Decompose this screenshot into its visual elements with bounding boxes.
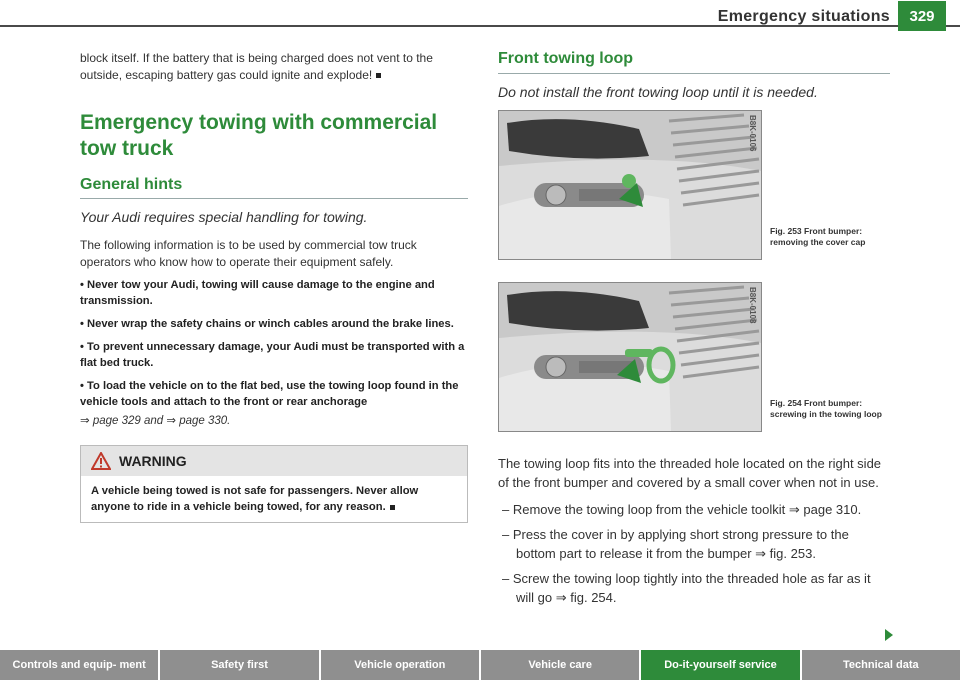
intro-text-right: Do not install the front towing loop until it is needed.	[498, 84, 818, 100]
carryover-paragraph: block itself. If the battery that is being charged does not vent to the outside, escaping battery gas could ignite and explode!	[80, 51, 433, 82]
figure-caption: Fig. 253 Front bumper: removing the cover cap	[770, 226, 866, 247]
bumper-cover-cap-image	[498, 110, 762, 260]
figure-253	[498, 110, 890, 270]
bullet-item: • Never wrap the safety chains or winch cables around the brake lines.	[80, 318, 454, 330]
tab-do-it-yourself-service[interactable]: Do-it-yourself service	[641, 650, 799, 680]
info-paragraph: The following information is to be used by commercial tow truck operators who know how to operate their equipment safely.	[80, 238, 417, 269]
end-block-icon	[376, 73, 381, 78]
figure-code: B8K-0106	[748, 115, 757, 152]
continue-arrow-icon	[885, 629, 893, 641]
step-item: – Screw the towing loop tightly into the threaded hole as far as it will go ⇒ fig. 254.	[502, 571, 871, 605]
figure-caption: Fig. 254 Front bumper: screwing in the towing loop	[770, 398, 882, 419]
bullet-item: • To load the vehicle on to the flat bed, use the towing loop found in the vehicle tools and attach to the front or rear anchorage	[80, 380, 459, 408]
right-column	[498, 50, 890, 613]
warning-title: WARNING	[119, 453, 187, 469]
tab-technical-data[interactable]: Technical data	[802, 650, 960, 680]
page-number: 329	[898, 1, 946, 31]
page-reference[interactable]: ⇒ page 329 and ⇒ page 330.	[80, 415, 231, 427]
subheading-front-towing-loop: Front towing loop	[498, 50, 890, 74]
intro-text: Your Audi requires special handling for towing.	[80, 209, 368, 225]
bullet-item: • To prevent unnecessary damage, your Audi must be transported with a flat bed truck.	[80, 341, 465, 369]
figure-254	[498, 282, 890, 442]
bullet-item: • Never tow your Audi, towing will cause damage to the engine and transmission.	[80, 279, 435, 307]
warning-box	[80, 445, 468, 523]
towing-loop-description: The towing loop fits into the threaded hole located on the right side of the front bumper and covered by a small cover when not in use.	[498, 456, 882, 490]
figure-code: B8K-0108	[748, 287, 757, 324]
step-item: – Press the cover in by applying short strong pressure to the bottom part to release it from the bumper ⇒ fig. 253.	[502, 527, 849, 561]
subheading-general-hints: General hints	[80, 176, 468, 199]
section-title: Emergency situations	[717, 8, 890, 25]
bumper-towing-loop-image	[498, 282, 762, 432]
warning-header	[81, 446, 467, 476]
section-tabs	[0, 650, 960, 680]
step-item: – Remove the towing loop from the vehicle toolkit ⇒ page 310.	[502, 502, 862, 517]
warning-triangle-icon	[91, 452, 111, 470]
tab-safety-first[interactable]: Safety first	[160, 650, 318, 680]
end-block-icon	[390, 505, 395, 510]
warning-text: A vehicle being towed is not safe for passengers. Never allow anyone to ride in a vehicle being towed, for any reason.	[91, 485, 419, 513]
main-heading: Emergency towing with commercial tow truck	[80, 111, 438, 160]
tab-controls-equipment[interactable]: Controls and equip- ment	[0, 650, 158, 680]
tab-vehicle-care[interactable]: Vehicle care	[481, 650, 639, 680]
left-column	[80, 50, 468, 523]
tab-vehicle-operation[interactable]: Vehicle operation	[321, 650, 479, 680]
